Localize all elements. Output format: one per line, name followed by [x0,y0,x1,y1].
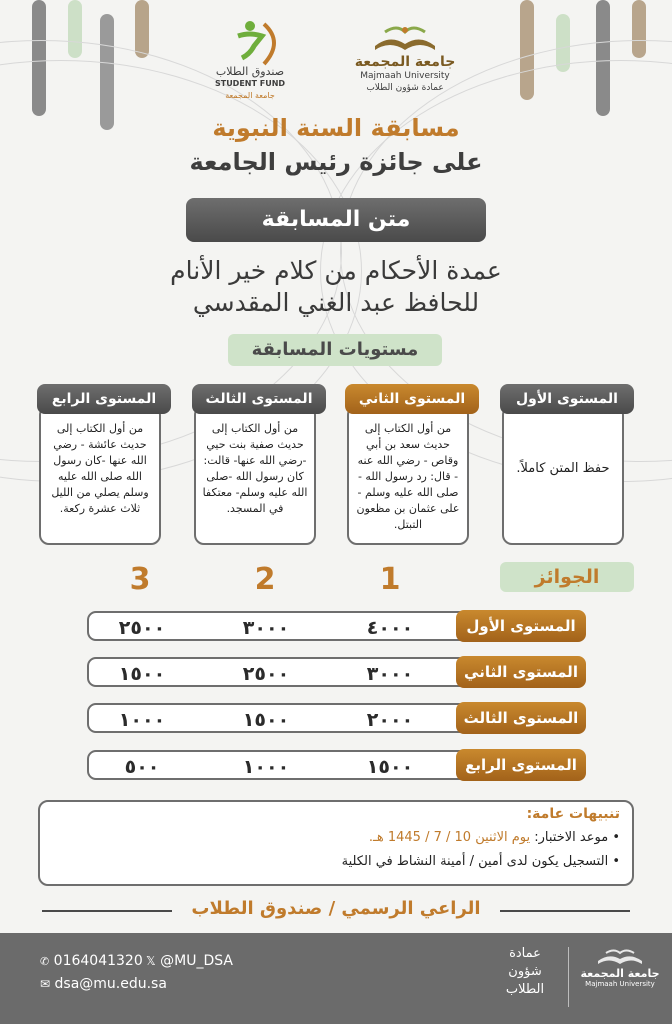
twitter-handle[interactable]: @MU_DSA [160,953,233,969]
level-desc: من أول الكتاب إلى حديث سعد بن أبي وقاص - رضي الله عنه - قال: رد رسول الله - صلى الله عليه وسلم - على عثمان بن مظعون التبتل. [356,422,460,531]
exam-label: موعد الاختبار: [534,830,609,845]
whatsapp-icon: ✆ [40,955,50,968]
bullet-icon: • [608,830,620,845]
university-name-ar: جامعة المجمعة [354,54,456,70]
level-title: المستوى الثاني [345,384,479,414]
level-desc: من أول الكتاب إلى حديث عائشة - رضي الله عنها -كان رسول الله صلى الله عليه وسلم يصلي من الليل ثلاث عشرة ركعة. [51,422,149,515]
exam-value: يوم الاثنين 10 / 7 / 1445 هـ. [368,830,531,845]
sponsor-line-left [42,910,172,912]
decor-bar [135,0,149,58]
university-dept: عمادة شؤون الطلاب [366,83,444,93]
rank-second: 2 [254,562,276,597]
prize-level-label: المستوى الثالث [456,702,586,734]
prize-value: ١٠٠٠ [118,709,166,731]
book-icon [590,947,650,967]
fund-sub: جامعة المجمعة [225,91,275,100]
footer-university-logo [572,947,668,988]
prize-level-label: المستوى الأول [456,610,586,642]
footer-divider [568,947,569,1007]
sponsor-line-right [500,910,630,912]
email-icon: ✉ [40,977,51,991]
page-title: مسابقة السنة النبوية [212,114,460,142]
level-title: المستوى الثالث [192,384,326,414]
footer-dept-line3: الطلاب [505,982,545,997]
email-address[interactable]: dsa@mu.edu.sa [54,976,167,992]
bullet-icon: • [608,854,620,869]
fund-name-en: STUDENT FUND [214,79,286,88]
footer-dept [490,945,560,999]
level-card [39,405,161,545]
university-name-en: Majmaah University [360,71,450,81]
prize-value: ٤٠٠٠ [366,617,414,639]
prize-value: ٢٠٠٠ [366,709,414,731]
text-title-line2: للحافظ عبد الغني المقدسي [192,288,480,317]
footer-uni-en: Majmaah University [585,980,655,988]
prize-value: ١٥٠٠ [242,709,290,731]
prize-value: ٥٠٠ [124,756,160,778]
level-card [347,405,469,545]
registration-text: التسجيل يكون لدى أمين / أمينة النشاط في الكلية [341,854,609,869]
level-desc: حفظ المتن كاملاً. [516,461,610,476]
rank-first: 1 [379,562,401,597]
prize-value: ١٠٠٠ [242,756,290,778]
levels-section-label: مستويات المسابقة [228,334,442,366]
notes-title: تنبيهات عامة: [526,806,620,822]
prize-value: ٣٠٠٠ [242,617,290,639]
notes-box [38,800,634,886]
student-fund-logo [200,18,300,100]
fund-name-ar: صندوق الطلاب [215,65,285,78]
prize-value: ٢٥٠٠ [118,617,166,639]
level-card [194,405,316,545]
text-title-line1: عمدة الأحكام من كلام خير الأنام [170,256,502,285]
prize-value: ١٥٠٠ [366,756,414,778]
text-section-label: متن المسابقة [186,198,486,242]
prize-value: ١٥٠٠ [118,663,166,685]
note-registration [342,854,620,869]
note-exam [369,830,620,845]
x-icon: 𝕏 [146,954,156,968]
prizes-label: الجوائز [500,562,634,592]
book-icon [345,20,465,54]
prize-level-label: المستوى الثاني [456,656,586,688]
email-contact [40,976,167,992]
rank-third: 3 [129,562,151,597]
prize-value: ٣٠٠٠ [366,663,414,685]
person-swoosh-icon [200,18,300,66]
level-title: المستوى الأول [500,384,634,414]
level-title: المستوى الرابع [37,384,171,414]
footer-uni-ar: جامعة المجمعة [580,967,660,980]
phone-number[interactable]: 0164041320 [53,953,143,969]
phone-contact [40,953,143,969]
page-subtitle: على جائزة رئيس الجامعة [189,148,483,176]
footer [0,933,672,1024]
level-card [502,405,624,545]
prize-level-label: المستوى الرابع [456,749,586,781]
level-desc: من أول الكتاب إلى حديث صفية بنت حيي -رضي الله عنها- قالت: كان رسول الله -صلى الله عليه وسلم- معتكفا في المسجد. [202,422,308,515]
footer-dept-line1: عمادة [509,946,541,961]
sponsor-text: الراعي الرسمي / صندوق الطلاب [191,898,481,919]
twitter-contact [146,953,233,969]
footer-dept-line2: شؤون [508,964,542,979]
university-logo [345,20,465,100]
prize-value: ٢٥٠٠ [242,663,290,685]
